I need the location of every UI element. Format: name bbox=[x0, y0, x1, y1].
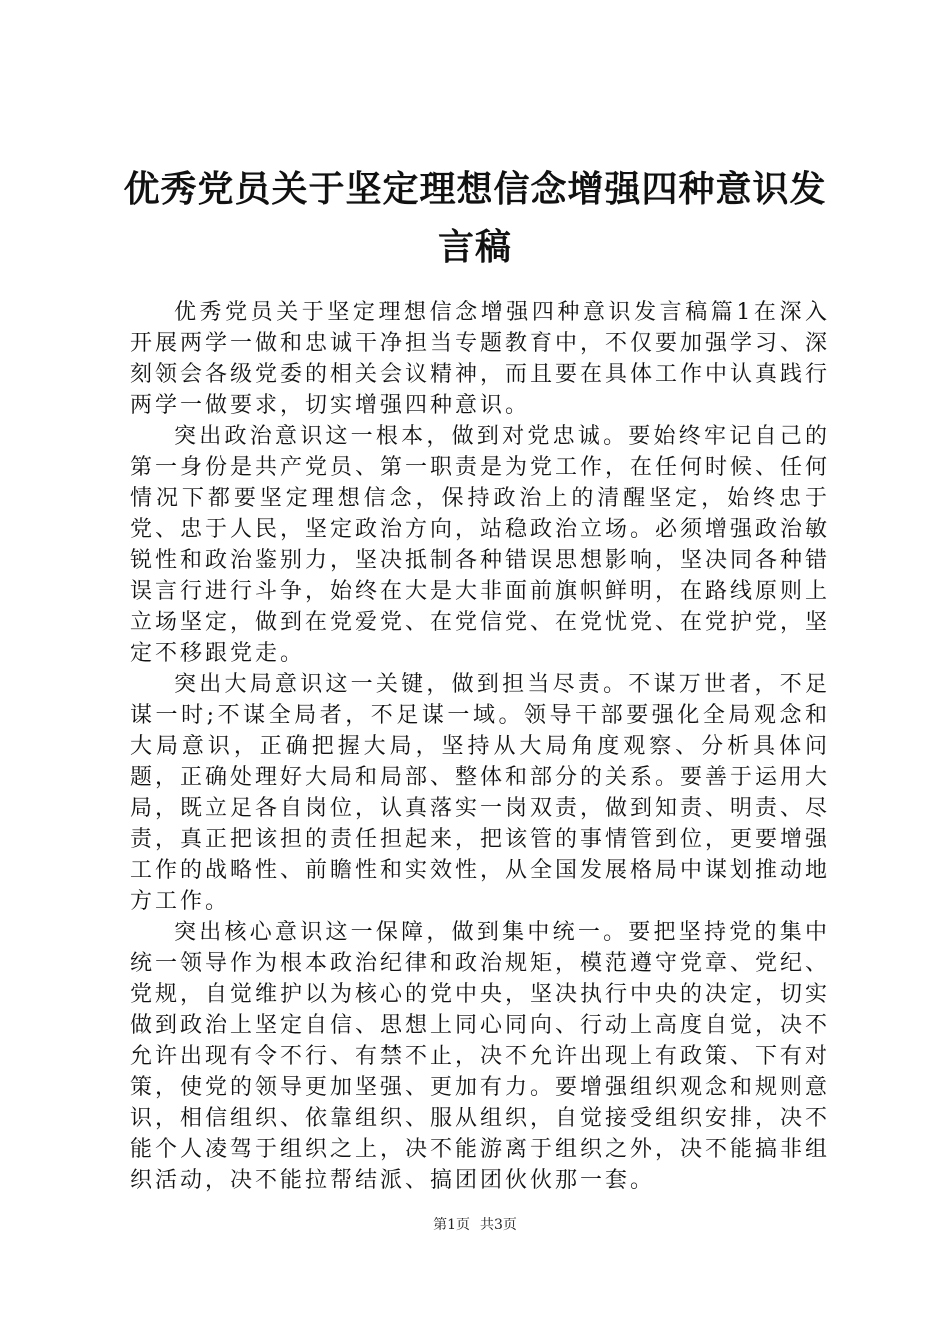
paragraph-4: 突出核心意识这一保障，做到集中统一。要把坚持党的集中统一领导作为根本政治纪律和政治规矩，模范遵守党章、党纪、党规，自觉维护以为核心的党中央，坚决执行中央的决定，切实做到政治上坚定自信、思想上同心同向、行动上高度自觉，决不允许出现有令不行、有禁不止，决不允许出现上有政策、下有对策，使党的领导更加坚强、更加有力。要增强组织观念和规则意识，相信组织、依靠组织、服从组织，自觉接受组织安排，决不能个人凌驾于组织之上，决不能游离于组织之外，决不能搞非组织活动，决不能拉帮结派、搞团团伙伙那一套。 bbox=[130, 920, 831, 1193]
paragraph-3: 突出大局意识这一关键，做到担当尽责。不谋万世者，不足谋一时;不谋全局者，不足谋一域。领导干部要强化全局观念和大局意识，正确把握大局，坚持从大局角度观察、分析具体问题，正确处理好大局和局部、整体和部分的关系。要善于运用大局，既立足各自岗位，认真落实一岗双责，做到知责、明责、尽责，真正把该担的责任担起来，把该管的事情管到位，更要增强工作的战略性、前瞻性和实效性，从全国发展格局中谋划推动地方工作。 bbox=[130, 672, 831, 914]
page-footer bbox=[0, 1215, 950, 1235]
paragraph-2: 突出政治意识这一根本，做到对党忠诚。要始终牢记自己的第一身份是共产党员、第一职责是为党工作，在任何时候、任何情况下都要坚定理想信念，保持政治上的清醒坚定，始终忠于党、忠于人民，坚定政治方向，站稳政治立场。必须增强政治敏锐性和政治鉴别力，坚决抵制各种错误思想影响，坚决同各种错误言行进行斗争，始终在大是大非面前旗帜鲜明，在路线原则上立场坚定，做到在党爱党、在党信党、在党忧党、在党护党，坚定不移跟党走。 bbox=[130, 424, 831, 666]
page-number-current: 第1页 bbox=[433, 1217, 470, 1233]
document-body bbox=[130, 297, 830, 1196]
page-number-total: 共3页 bbox=[480, 1217, 517, 1233]
document-title: 优秀党员关于坚定理想信念增强四种意识发言稿 bbox=[123, 168, 827, 268]
paragraph-1: 优秀党员关于坚定理想信念增强四种意识发言稿篇1在深入开展两学一做和忠诚干净担当专题教育中，不仅要加强学习、深刻领会各级党委的相关会议精神，而且要在具体工作中认真践行两学一做要求，切实增强四种意识。 bbox=[130, 300, 831, 418]
